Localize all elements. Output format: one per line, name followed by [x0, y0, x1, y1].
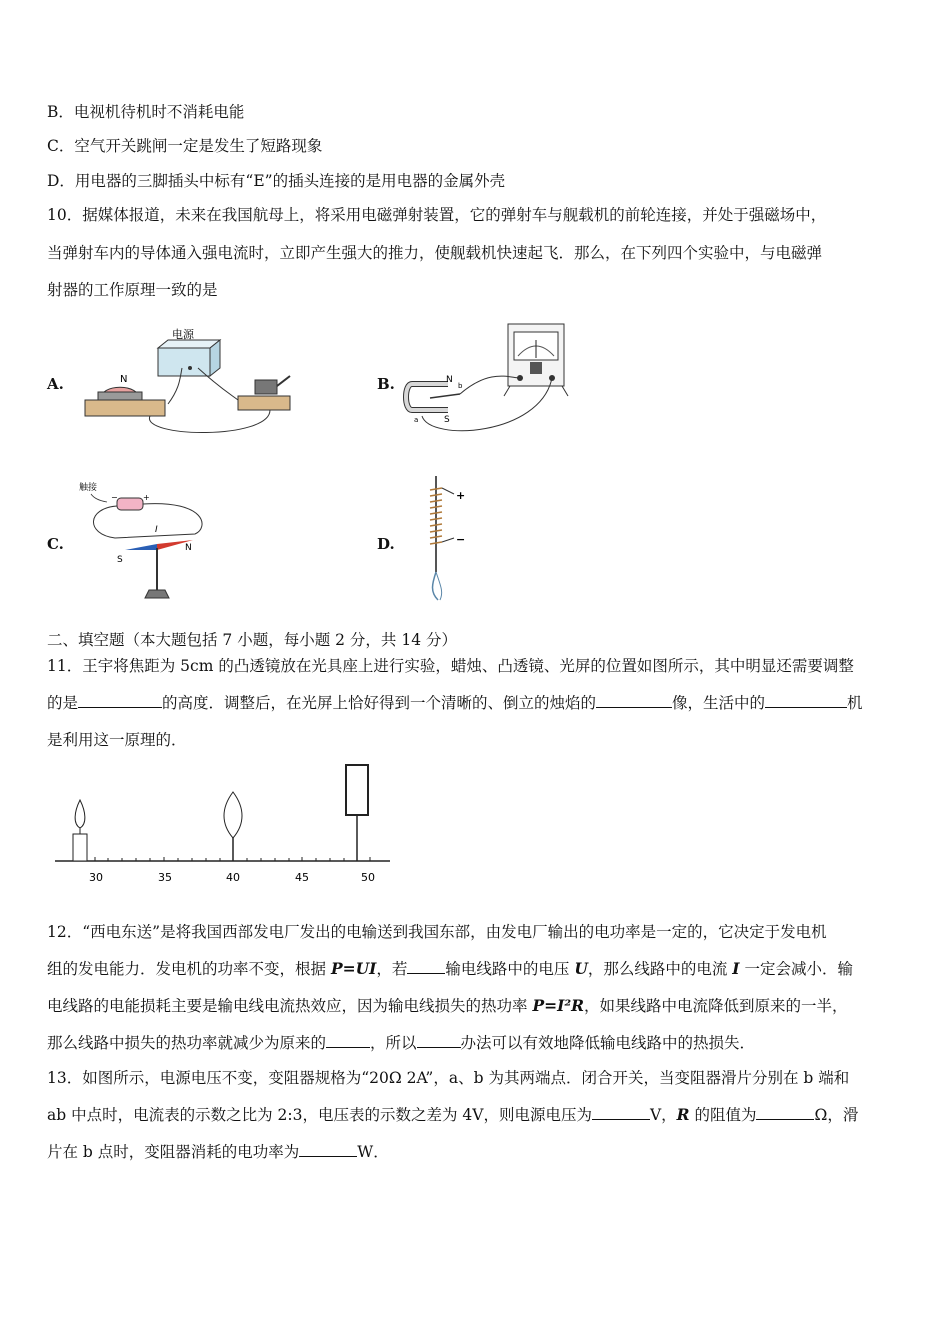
tick-40: 40 [226, 871, 240, 884]
figure-a-pole-n: N [120, 374, 128, 385]
figure-d-plus: + [456, 489, 466, 502]
q12-text-e: 一定会减小．输 [739, 960, 853, 978]
q11-blank-3[interactable] [765, 693, 847, 708]
q11-text-d: 机 [847, 694, 863, 712]
q10-stem-line-3: 射器的工作原理一致的是 [47, 281, 218, 299]
q13-text-c: 的阻值为 [689, 1106, 757, 1124]
q13-blank-1[interactable] [592, 1105, 650, 1120]
q13-line-1: 13．如图所示，电源电压不变，变阻器规格为“20Ω 2A”，a、b 为其两端点．闭合开关，当变阻器滑片分别在 b 端和 [47, 1069, 850, 1087]
q13-blank-3[interactable] [299, 1142, 357, 1157]
figure-optical-bench [55, 758, 395, 888]
q12-line-2 [47, 959, 853, 979]
q10-option-b-label: B. [377, 375, 395, 393]
figure-c-minus: − [111, 493, 118, 502]
q13-symbol-r: R [676, 1105, 690, 1124]
q12-symbol-u: U [574, 959, 588, 978]
figure-a-motor [80, 328, 300, 438]
q12-text-b: ，若 [376, 960, 408, 978]
figure-d-minus: − [456, 533, 466, 546]
q12-text-f: 电线路的电能损耗主要是输电线电流热效应，因为输电线损失的热功率 [47, 997, 533, 1015]
q10-stem-line-2: 当弹射车内的导体通入强电流时，立即产生强大的推力，使舰载机快速起飞．那么，在下列四个实验中，与电磁弹 [47, 244, 823, 262]
option-c: C．空气开关跳闸一定是发生了短路现象 [47, 137, 323, 155]
q12-text-g: ，如果线路中电流降低到原来的一半， [584, 997, 848, 1015]
q12-line-1: 12．“西电东送”是将我国西部发电厂发出的电输送到我国东部，由发电厂输出的电功率是一定的，它决定于发电机 [47, 923, 827, 941]
q12-text-i: ，所以 [370, 1034, 417, 1052]
q12-line-3 [47, 996, 848, 1016]
q11-line-3: 是利用这一原理的． [47, 731, 187, 749]
convex-lens [224, 792, 242, 861]
figure-c-current-label: I [155, 525, 158, 535]
q13-line-3 [47, 1142, 389, 1162]
q10-stem-line-1: 10．据媒体报道，未来在我国航母上，将采用电磁弹射装置，它的弹射车与舰载机的前轮连接，并处于强磁场中， [47, 206, 827, 224]
figure-d-solenoid [420, 472, 480, 604]
q12-blank-3[interactable] [417, 1033, 461, 1048]
q11-line-2 [47, 693, 863, 713]
figure-c-plus: + [143, 493, 150, 502]
figure-b-pole-n: N [446, 375, 453, 385]
tick-35: 35 [158, 871, 172, 884]
q13-text-d: Ω，滑 [814, 1106, 859, 1124]
q12-formula-pi2r: P=I²R [532, 996, 585, 1015]
q12-line-4 [47, 1033, 755, 1053]
q11-blank-2[interactable] [596, 693, 672, 708]
section-2-title: 二、填空题（本大题包括 7 小题，每小题 2 分，共 14 分） [47, 631, 458, 649]
q12-text-j: 办法可以有效地降低输电线路中的热损失． [460, 1034, 756, 1052]
figure-b-label-a: a [414, 416, 419, 424]
option-d: D．用电器的三脚插头中标有“E”的插头连接的是用电器的金属外壳 [47, 172, 506, 190]
q12-text-c: 输电线路中的电压 [445, 960, 575, 978]
tick-45: 45 [295, 871, 309, 884]
figure-b-pole-s: S [444, 415, 450, 425]
q11-text-c: 像，生活中的 [672, 694, 766, 712]
q13-line-2 [47, 1105, 858, 1125]
q12-text-a: 组的发电能力．发电机的功率不变，根据 [47, 960, 331, 978]
q13-text-e: 片在 b 点时，变阻器消耗的电功率为 [47, 1143, 300, 1161]
q12-formula-pui: P=UI [330, 959, 377, 978]
candle [73, 800, 87, 861]
figure-c-touch-label: 触接 [79, 483, 98, 493]
q11-line-1: 11．王宇将焦距为 5cm 的凸透镜放在光具座上进行实验，蜡烛、凸透镜、光屏的位置如图所示，其中明显还需要调整 [47, 657, 854, 675]
q10-option-a-label: A. [47, 375, 64, 393]
figure-a-source-label: 电源 [172, 328, 194, 341]
figure-b-galvanometer [400, 318, 580, 436]
figure-c-oersted [75, 478, 215, 603]
figure-b-label-b: b [458, 382, 463, 390]
tick-30: 30 [89, 871, 103, 884]
q12-symbol-i: I [732, 959, 740, 978]
q13-text-a: ab 中点时，电流表的示数之比为 2:3，电压表的示数之差为 4V，则电源电压为 [47, 1106, 592, 1124]
q13-blank-2[interactable] [756, 1105, 814, 1120]
q12-text-h: 那么线路中损失的热功率就减少为原来的 [47, 1034, 327, 1052]
q12-blank-1[interactable] [407, 959, 445, 974]
light-screen [346, 765, 368, 861]
q13-text-f: W． [357, 1143, 389, 1161]
q10-option-d-label: D. [377, 535, 395, 553]
q12-blank-2[interactable] [326, 1033, 370, 1048]
figure-c-pole-s: S [117, 555, 123, 565]
q11-text-b: 的高度．调整后，在光屏上恰好得到一个清晰的、倒立的烛焰的 [162, 694, 597, 712]
q12-text-d: ，那么线路中的电流 [587, 960, 733, 978]
option-b: B．电视机待机时不消耗电能 [47, 103, 245, 121]
q11-text-a: 的是 [47, 694, 79, 712]
q11-blank-1[interactable] [78, 693, 162, 708]
q13-text-b: V， [649, 1106, 677, 1124]
q10-option-c-label: C. [47, 535, 64, 553]
tick-50: 50 [361, 871, 375, 884]
figure-c-pole-n: N [185, 543, 192, 553]
